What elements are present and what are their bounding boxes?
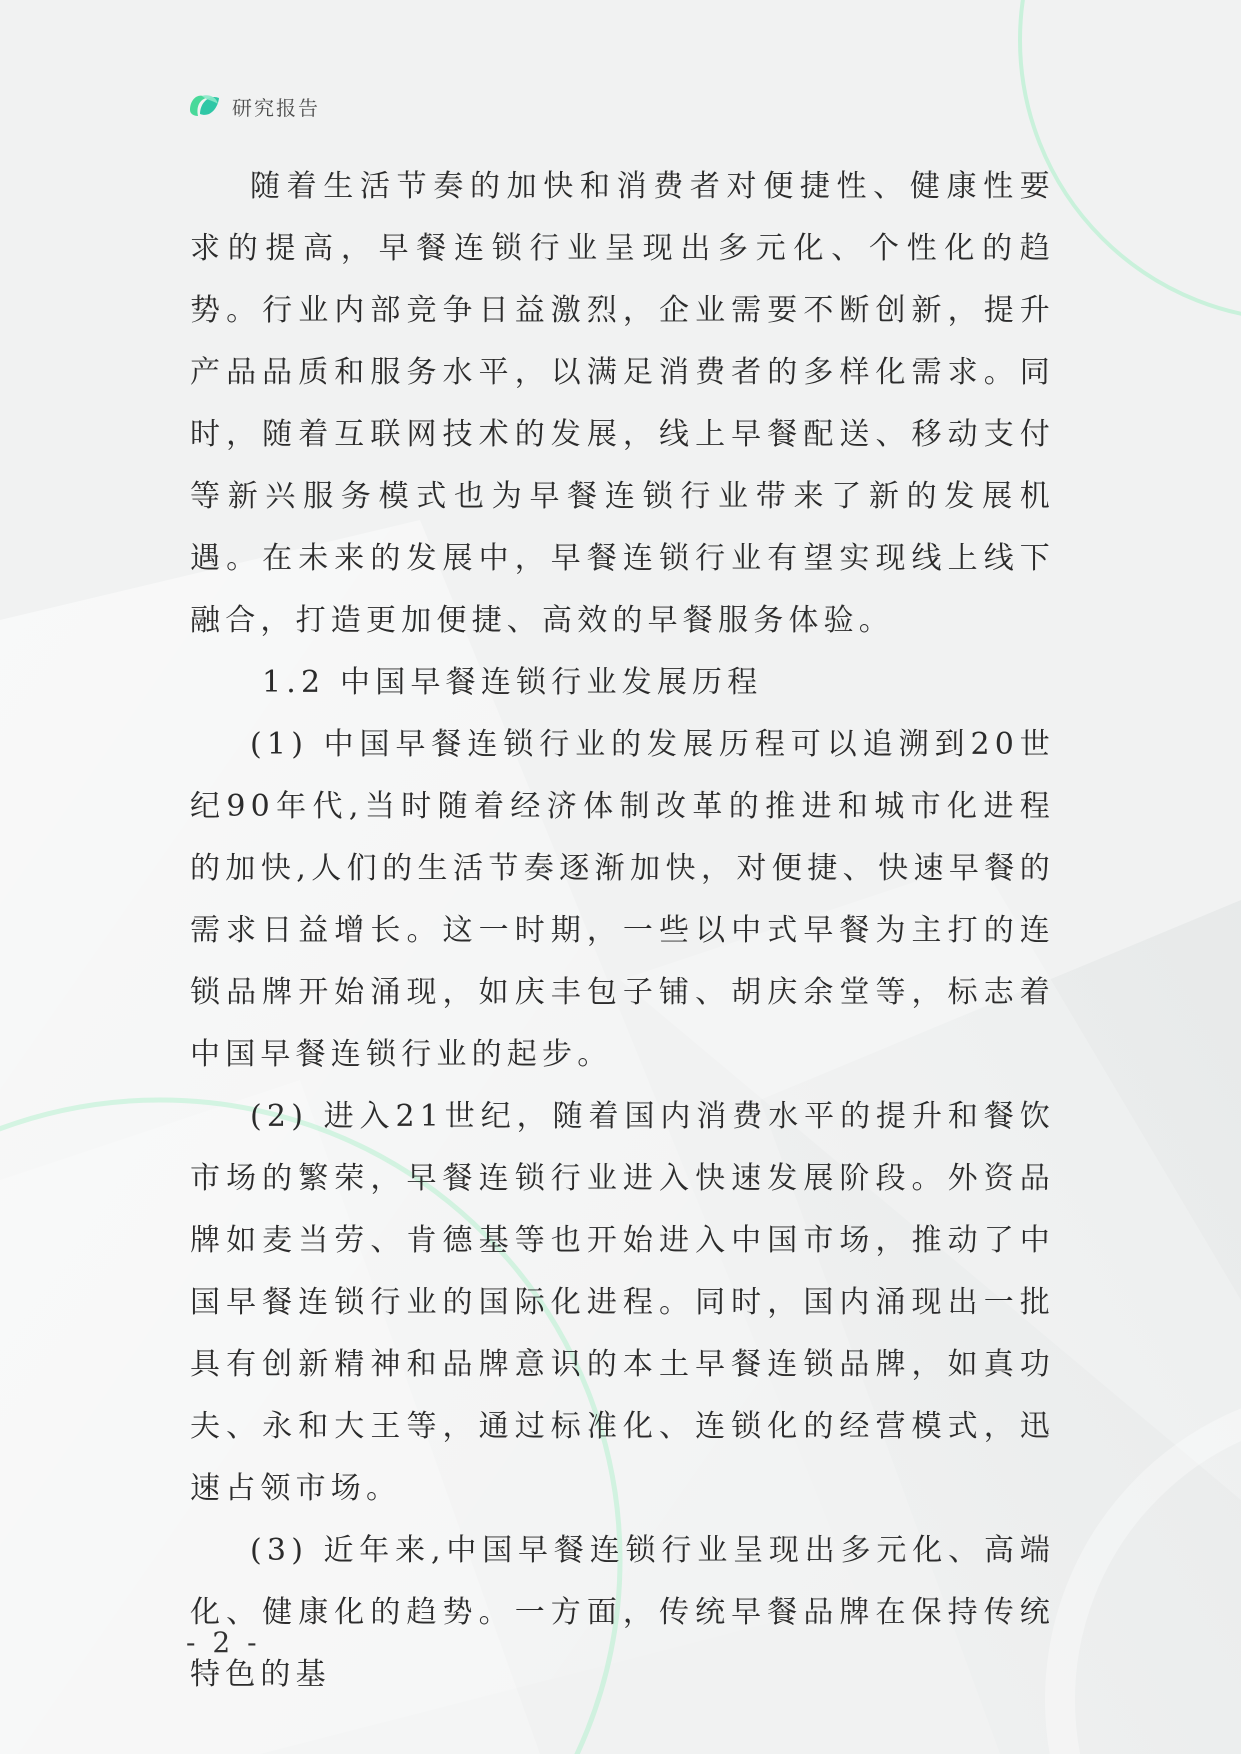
page-number: - 2 - (186, 1626, 261, 1659)
history-paragraph-1: (1) 中国早餐连锁行业的发展历程可以追溯到20世纪90年代,当时随着经济体制改革的推进和城市化进程的加快,人们的生活节奏逐渐加快，对便捷、快速早餐的需求日益增长。这一时期，一些以中式早餐为主打的连锁品牌开始涌现，如庆丰包子铺、胡庆余堂等，标志着中国早餐连锁行业的起步。 (190, 727, 1055, 1072)
header-title: 研究报告 (232, 95, 320, 120)
history-paragraph-2: (2) 进入21世纪，随着国内消费水平的提升和餐饮市场的繁荣，早餐连锁行业进入快速发展阶段。外资品牌如麦当劳、肯德基等也开始进入中国市场，推动了中国早餐连锁行业的国际化进程。同时，国内涌现出一批具有创新精神和品牌意识的本土早餐连锁品牌，如真功夫、永和大王等，通过标准化、连锁化的经营模式，迅速占领市场。 (190, 1099, 1055, 1506)
document-body (190, 156, 1055, 1706)
section-heading: 1.2 中国早餐连锁行业发展历程 (262, 665, 763, 700)
brand-leaf-logo-icon (186, 88, 222, 124)
report-header (186, 86, 320, 126)
history-paragraph-3: (3) 近年来,中国早餐连锁行业呈现出多元化、高端化、健康化的趋势。一方面，传统早餐品牌在保持传统特色的基 (190, 1533, 1055, 1692)
intro-paragraph: 随着生活节奏的加快和消费者对便捷性、健康性要求的提高，早餐连锁行业呈现出多元化、个性化的趋势。行业内部竞争日益激烈，企业需要不断创新，提升产品品质和服务水平，以满足消费者的多样化需求。同时，随着互联网技术的发展，线上早餐配送、移动支付等新兴服务模式也为早餐连锁行业带来了新的发展机遇。在未来的发展中，早餐连锁行业有望实现线上线下融合，打造更加便捷、高效的早餐服务体验。 (190, 169, 1055, 638)
